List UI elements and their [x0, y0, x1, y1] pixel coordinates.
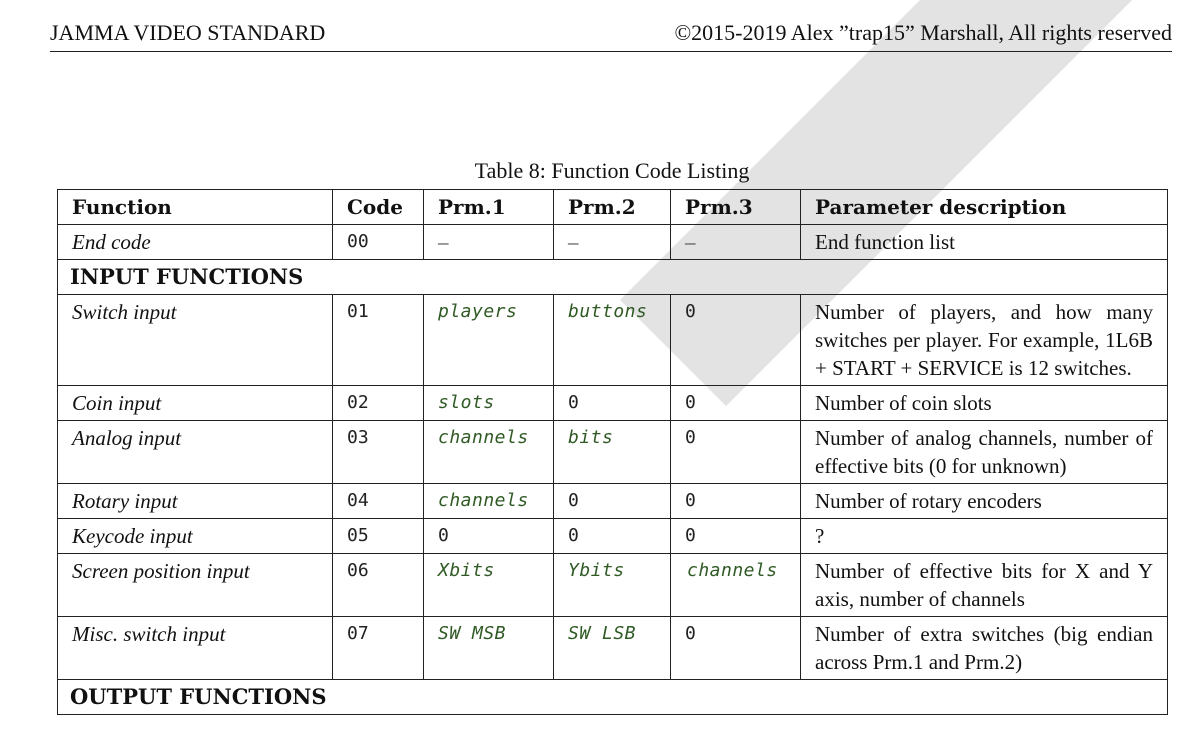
- code-cell: 02: [333, 386, 424, 421]
- prm1-cell: channels: [424, 484, 554, 519]
- description-cell: Number of coin slots: [801, 386, 1168, 421]
- code-cell: 01: [333, 295, 424, 386]
- description-cell: Number of players, and how many switches per player. For example, 1L6B + START + SERVICE is 12 switches.: [801, 295, 1168, 386]
- function-cell: Screen position input: [58, 554, 333, 617]
- table-row: [58, 421, 1168, 484]
- col-description: Parameter description: [801, 190, 1168, 225]
- prm2-cell: –: [554, 225, 671, 260]
- code-cell: 03: [333, 421, 424, 484]
- col-prm1: Prm.1: [424, 190, 554, 225]
- prm3-cell: 0: [671, 617, 801, 680]
- prm2-cell: bits: [554, 421, 671, 484]
- table-row: [58, 554, 1168, 617]
- description-cell: Number of analog channels, number of effective bits (0 for unknown): [801, 421, 1168, 484]
- function-cell: Keycode input: [58, 519, 333, 554]
- prm2-cell: 0: [554, 519, 671, 554]
- prm1-cell: 0: [424, 519, 554, 554]
- prm1-cell: Xbits: [424, 554, 554, 617]
- function-cell: End code: [58, 225, 333, 260]
- prm3-cell: –: [671, 225, 801, 260]
- prm1-cell: –: [424, 225, 554, 260]
- col-prm2: Prm.2: [554, 190, 671, 225]
- col-code: Code: [333, 190, 424, 225]
- code-cell: 07: [333, 617, 424, 680]
- function-cell: Analog input: [58, 421, 333, 484]
- prm1-cell: SW MSB: [424, 617, 554, 680]
- section-row: [58, 260, 1168, 295]
- code-cell: 00: [333, 225, 424, 260]
- prm3-cell: 0: [671, 295, 801, 386]
- section-row: [58, 680, 1168, 715]
- prm2-cell: 0: [554, 484, 671, 519]
- prm2-cell: Ybits: [554, 554, 671, 617]
- code-cell: 05: [333, 519, 424, 554]
- header-title: JAMMA VIDEO STANDARD: [50, 20, 326, 45]
- prm3-cell: channels: [671, 554, 801, 617]
- table-row: [58, 225, 1168, 260]
- col-function: Function: [58, 190, 333, 225]
- description-cell: Number of effective bits for X and Y axis, number of channels: [801, 554, 1168, 617]
- table-row: [58, 484, 1168, 519]
- col-prm3: Prm.3: [671, 190, 801, 225]
- function-code-table: [57, 189, 1168, 715]
- function-cell: Rotary input: [58, 484, 333, 519]
- prm3-cell: 0: [671, 386, 801, 421]
- code-cell: 04: [333, 484, 424, 519]
- section-title: OUTPUT FUNCTIONS: [58, 680, 1168, 715]
- table-row: [58, 295, 1168, 386]
- prm3-cell: 0: [671, 421, 801, 484]
- function-cell: Switch input: [58, 295, 333, 386]
- table-header-row: [58, 190, 1168, 225]
- table-row: [58, 617, 1168, 680]
- table-row: [58, 386, 1168, 421]
- section-title: INPUT FUNCTIONS: [58, 260, 1168, 295]
- code-cell: 06: [333, 554, 424, 617]
- prm1-cell: channels: [424, 421, 554, 484]
- prm2-cell: 0: [554, 386, 671, 421]
- prm1-cell: slots: [424, 386, 554, 421]
- description-cell: Number of extra switches (big endian across Prm.1 and Prm.2): [801, 617, 1168, 680]
- description-cell: ?: [801, 519, 1168, 554]
- prm3-cell: 0: [671, 519, 801, 554]
- function-cell: Coin input: [58, 386, 333, 421]
- table-row: [58, 519, 1168, 554]
- description-cell: End function list: [801, 225, 1168, 260]
- function-cell: Misc. switch input: [58, 617, 333, 680]
- prm2-cell: buttons: [554, 295, 671, 386]
- prm3-cell: 0: [671, 484, 801, 519]
- table-caption: Table 8: Function Code Listing: [474, 158, 750, 183]
- prm1-cell: players: [424, 295, 554, 386]
- description-cell: Number of rotary encoders: [801, 484, 1168, 519]
- page-header: [50, 20, 1172, 52]
- header-copyright: ©2015-2019 Alex ”trap15” Marshall, All rights reserved: [674, 20, 1172, 45]
- prm2-cell: SW LSB: [554, 617, 671, 680]
